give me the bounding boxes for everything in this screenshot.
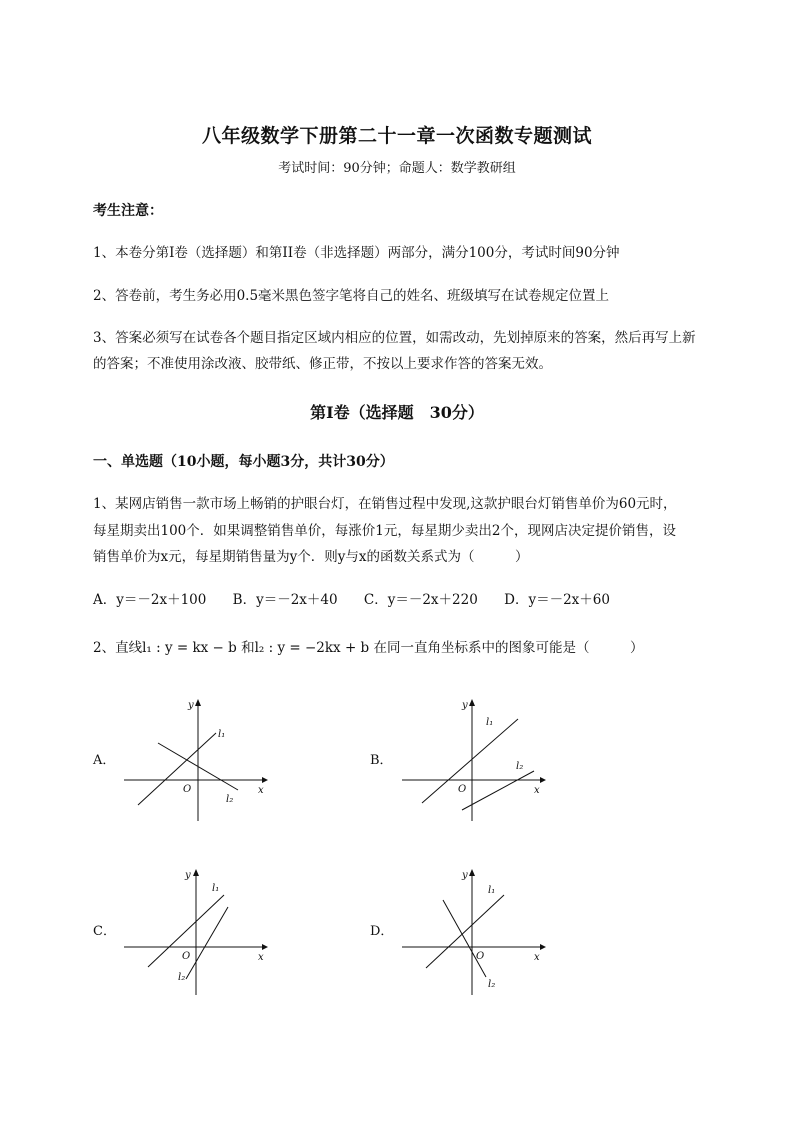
graph-b-label: B．: [370, 753, 393, 768]
l1-label: l₁: [488, 885, 496, 896]
l2-label: l₂: [516, 761, 524, 772]
y-axis-label: y: [185, 870, 191, 881]
line-l1: [138, 733, 216, 805]
y-axis-label: y: [188, 700, 194, 711]
question-1-options: [93, 588, 632, 608]
graph-d-label: D．: [370, 924, 394, 939]
x-axis-arrow: [262, 944, 268, 950]
question-2-stem: 2、直线l₁ : y = kx − b 和l₂ : y = −2kx + b 在同一直角坐标系中的图象可能是（ ）: [93, 640, 644, 656]
l2-label: l₂: [488, 979, 496, 990]
x-axis-arrow: [540, 944, 546, 950]
page-title: 八年级数学下册第二十一章一次函数专题测试: [201, 125, 592, 147]
question-1-line: 销售单价为x元，每星期销售量为y个．则y与x的函数关系式为（ ）: [93, 549, 529, 565]
l1-label: l₁: [212, 883, 220, 894]
l2-label: l₂: [226, 794, 234, 805]
notice-item: 1、本卷分第I卷（选择题）和第II卷（非选择题）两部分，满分100分，考试时间90分钟: [93, 245, 620, 261]
line-l2: [443, 900, 486, 977]
notice-item: 2、答卷前，考生务必用0.5毫米黑色签字笔将自己的姓名、班级填写在试卷规定位置上: [93, 288, 610, 304]
graph-a-label: A．: [93, 753, 116, 768]
notice-item-continued: 的答案；不准使用涂改液、胶带纸、修正带，不按以上要求作答的答案无效。: [93, 356, 552, 372]
origin-label: O: [183, 784, 192, 795]
option-d: D．y＝－2x＋60: [504, 592, 610, 608]
origin-label: O: [458, 784, 467, 795]
y-axis-label: y: [462, 700, 468, 711]
exam-info: 考试时间：90分钟；命题人：数学教研组: [278, 161, 516, 176]
line-l1: [422, 719, 518, 803]
section-title: 一、单选题（10小题，每小题3分，共计30分）: [93, 454, 394, 470]
question-1-line: 1、某网店销售一款市场上畅销的护眼台灯，在销售过程中发现,这款护眼台灯销售单价为60元时，: [93, 496, 677, 512]
y-axis-label: y: [462, 870, 468, 881]
x-axis-arrow: [262, 777, 268, 783]
x-axis-arrow: [540, 777, 546, 783]
notice-heading: 考生注意：: [93, 203, 163, 219]
option-a: A．y＝－2x＋100: [93, 592, 207, 608]
x-axis-label: x: [258, 952, 264, 963]
origin-label: O: [182, 951, 191, 962]
part-title: 第I卷（选择题 30分）: [310, 403, 484, 422]
graph-b: [398, 695, 548, 825]
l2-label: l₂: [178, 972, 186, 983]
y-axis-arrow: [193, 869, 199, 876]
question-1-line: 每星期卖出100个．如果调整销售单价，每涨价1元，每星期少卖出2个，现网店决定提价销售，设: [93, 523, 676, 539]
graph-c: [120, 865, 270, 1000]
x-axis-label: x: [534, 785, 540, 796]
option-b: B．y＝－2x＋40: [232, 592, 338, 608]
notice-item: 3、答案必须写在试卷各个题目指定区域内相应的位置，如需改动，先划掉原来的答案，然后再写上新: [93, 330, 696, 346]
graph-a: [120, 695, 270, 825]
y-axis-arrow: [195, 699, 201, 706]
line-l2: [186, 907, 228, 979]
origin-label: O: [476, 951, 485, 962]
l1-label: l₁: [218, 729, 226, 740]
line-l1: [426, 895, 504, 968]
l1-label: l₁: [486, 717, 494, 728]
x-axis-label: x: [534, 952, 540, 963]
option-c: C．y＝－2x＋220: [363, 592, 478, 608]
x-axis-label: x: [258, 785, 264, 796]
y-axis-arrow: [469, 869, 475, 876]
line-l2: [462, 771, 534, 810]
y-axis-arrow: [469, 699, 475, 706]
graph-c-label: C．: [93, 924, 116, 939]
graph-d: [398, 865, 548, 1000]
